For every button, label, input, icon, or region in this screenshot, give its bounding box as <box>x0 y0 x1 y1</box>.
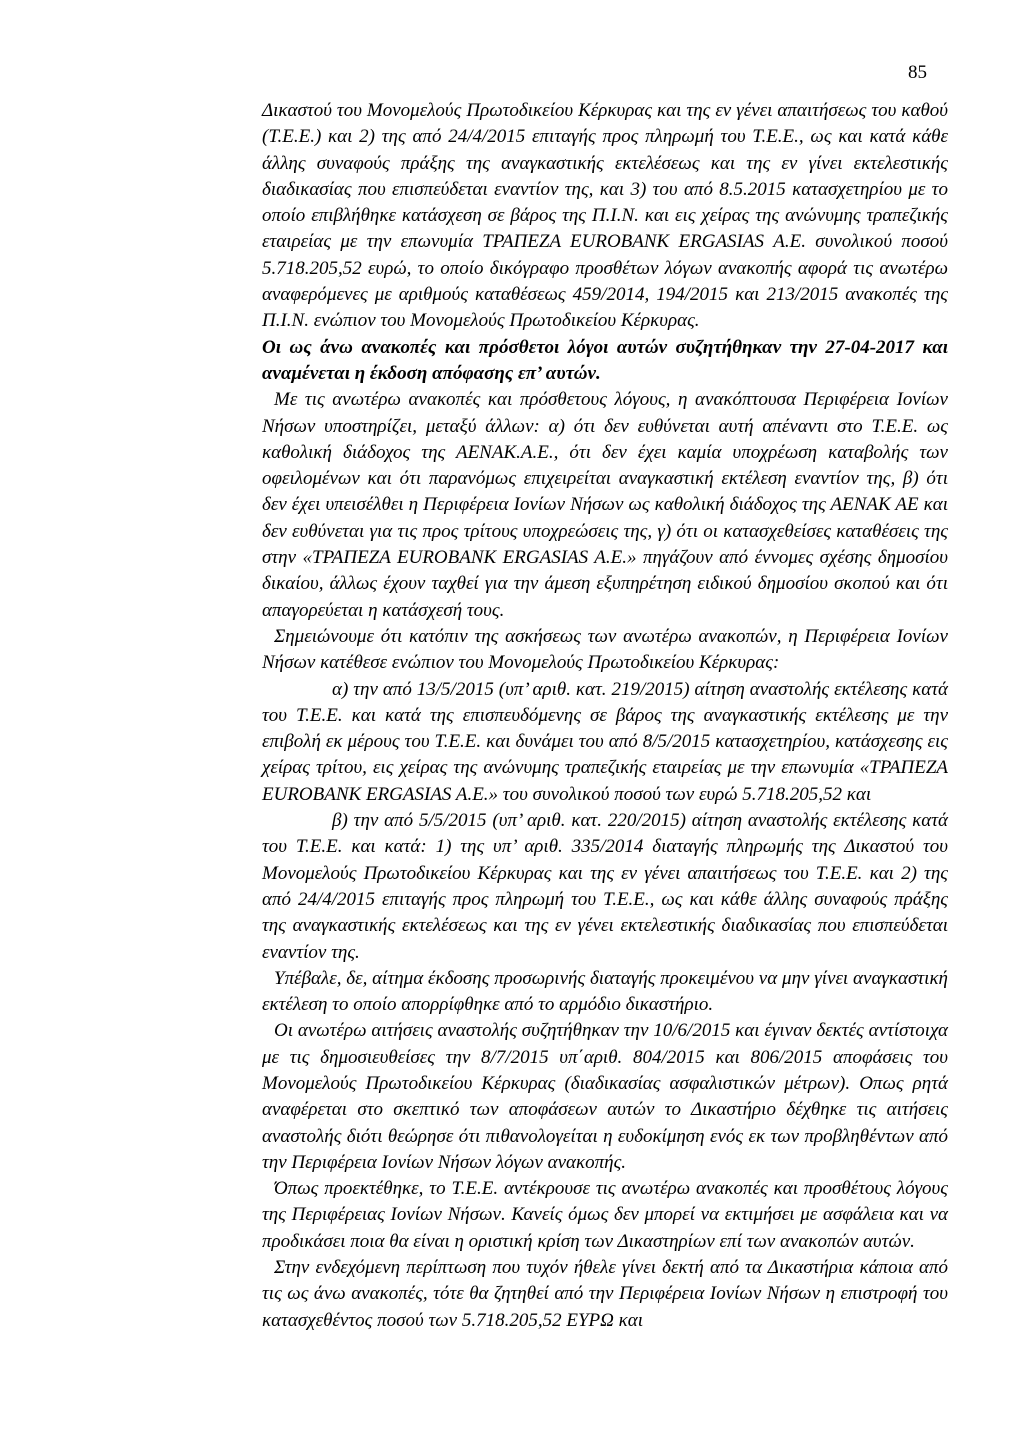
paragraph-arguments: Με τις ανωτέρω ανακοπές και πρόσθετους λόγους, η ανακόπτουσα Περιφέρεια Ιονίων Νήσων υποστηρίζει, μεταξύ άλλων: α) ότι δεν ευθύνεται αυτή απέναντι στο Τ.Ε.Ε. ως καθολική διάδοχος της ΑΕΝΑΚ.Α.Ε., ότι δεν έχει καμία υποχρέωση καταβολής των οφειλομένων και ότι παρανόμως επιχειρείται αναγκαστική εκτέλεση εναντίον της, β) ότι δεν έχει υπεισέλθει η Περιφέρεια Ιονίων Νήσων ως καθολική διάδοχος της ΑΕΝΑΚ ΑΕ και δεν ευθύνεται για τις προς τρίτους υποχρεώσεις της, γ) ότι οι κατασχεθείσες καταθέσεις της στην «ΤΡΑΠΕΖΑ EUROBANK ERGASIAS A.E.» πηγάζουν από έννομες σχέσης δημοσίου δικαίου, άλλως έχουν ταχθεί για την άμεση εξυπηρέτηση ειδικού δημοσίου σκοπού και ότι απαγορεύεται η κατάσχεσή τους. <box>262 389 948 621</box>
paragraph-filing-b: β) την από 5/5/2015 (υπ’ αριθ. κατ. 220/2015) αίτηση αναστολής εκτέλεσης κατά του Τ.Ε.Ε. και κατά: 1) της υπ’ αριθ. 335/2014 διαταγής πληρωμής της Δικαστού του Μονομελούς Πρωτοδικείου Κέρκυρας και της εν γένει απαιτήσεως του Τ.Ε.Ε. και 2) της από 24/4/2015 επιταγής προς πληρωμή του Τ.Ε.Ε., ως και κάθε άλλης συναφούς πράξης της αναγκαστικής εκτελέσεως και της εν γένει εκτελεστικής διαδικασίας που επισπεύδεται εναντίον της. <box>262 810 948 963</box>
page-number: 85 <box>908 62 927 83</box>
paragraph-filings-intro: Σημειώνουμε ότι κατόπιν της ασκήσεως των ανωτέρω ανακοπών, η Περιφέρεια Ιονίων Νήσων κατέθεσε ενώπιον του Μονομελούς Πρωτοδικείου Κέρκυρας: <box>262 625 948 674</box>
paragraph-hearing-date: Οι ως άνω ανακοπές και πρόσθετοι λόγοι αυτών συζητήθηκαν την 27-04-2017 και αναμένεται η έκδοση απόφασης επ’ αυτών. <box>262 336 948 384</box>
paragraph-filing-a: α) την από 13/5/2015 (υπ’ αριθ. κατ. 219/2015) αίτηση αναστολής εκτέλεσης κατά του Τ.Ε.Ε. και κατά της επισπευδόμενης σε βάρος της αναγκαστικής εκτέλεσης με την επιβολή εκ μέρους του Τ.Ε.Ε. και δυνάμει του από 8/5/2015 κατασχετηρίου, κατάσχεσης εις χείρας τρίτου, εις χείρας της ανώνυμης τραπεζικής εταιρείας με την επωνυμία «ΤΡΑΠΕΖΑ EUROBANK ERGASIAS A.E.» του συνολικού ποσού των ευρώ 5.718.205,52 και <box>262 678 948 805</box>
paragraph-eventuality: Στην ενδεχόμενη περίπτωση που τυχόν ήθελε γίνει δεκτή από τα Δικαστήρια κάποια από τις ως άνω ανακοπές, τότε θα ζητηθεί από την Περιφέρεια Ιονίων Νήσων η επιστροφή του κατασχεθέντος ποσού των 5.718.205,52 ΕΥΡΩ και <box>262 1257 948 1331</box>
paragraph-interim-order: Υπέβαλε, δε, αίτημα έκδοσης προσωρινής διαταγής προκειμένου να μην γίνει αναγκαστική εκτέλεση το οποίο απορρίφθηκε από το αρμόδιο δικαστήριο. <box>262 967 948 1016</box>
paragraph-continuation: Δικαστού του Μονομελούς Πρωτοδικείου Κέρκυρας και της εν γένει απαιτήσεως του καθού (Τ.Ε.Ε.) και 2) της από 24/4/2015 επιταγής προς πληρωμή του Τ.Ε.Ε., ως και κατά κάθε άλλης συναφούς πράξης της αναγκαστικής εκτελέσεως και της εν γίνει εκτελεστικής διαδικασίας που επισπεύδεται εναντίον της, και 3) του από 8.5.2015 κατασχετηρίου με το οποίο επιβλήθηκε κατάσχεση σε βάρος της Π.Ι.Ν. και εις χείρας της ανώνυμης τραπεζικής εταιρείας με την επωνυμία ΤΡΑΠΕΖΑ EUROBANK ERGASIAS Α.Ε. συνολικού ποσού 5.718.205,52 ευρώ, το οποίο δικόγραφο προσθέτων λόγων ανακοπής αφορά τις ανωτέρω αναφερόμενες με αριθμούς καταθέσεως 459/2014, 194/2015 και 213/2015 ανακοπές της Π.Ι.Ν. ενώπιον του Μονομελούς Πρωτοδικείου Κέρκυρας. <box>262 100 948 332</box>
paragraph-suspension-decisions: Οι ανωτέρω αιτήσεις αναστολής συζητήθηκαν την 10/6/2015 και έγιναν δεκτές αντίστοιχα με τις δημοσιευθείσες την 8/7/2015 υπ΄αριθ. 804/2015 και 806/2015 αποφάσεις του Μονομελούς Πρωτοδικείου Κέρκυρας (διαδικασίας ασφαλιστικών μέτρων). Οπως ρητά αναφέρεται στο σκεπτικό των αποφάσεων αυτών το Δικαστήριο δέχθηκε τις αιτήσεις αναστολής διότι θεώρησε ότι πιθανολογείται η ευδοκίμηση ενός εκ των προβληθέντων από την Περιφέρεια Ιονίων Νήσων λόγων ανακοπής. <box>262 1020 948 1173</box>
document-body <box>262 98 948 1334</box>
paragraph-tee-response: Όπως προεκτέθηκε, το Τ.Ε.Ε. αντέκρουσε τις ανωτέρω ανακοπές και προσθέτους λόγους της Περιφέρειας Ιονίων Νήσων. Κανείς όμως δεν μπορεί να εκτιμήσει με ασφάλεια και να προδικάσει ποια θα είναι η οριστική κρίση των Δικαστηρίων επί των ανακοπών αυτών. <box>262 1178 948 1252</box>
